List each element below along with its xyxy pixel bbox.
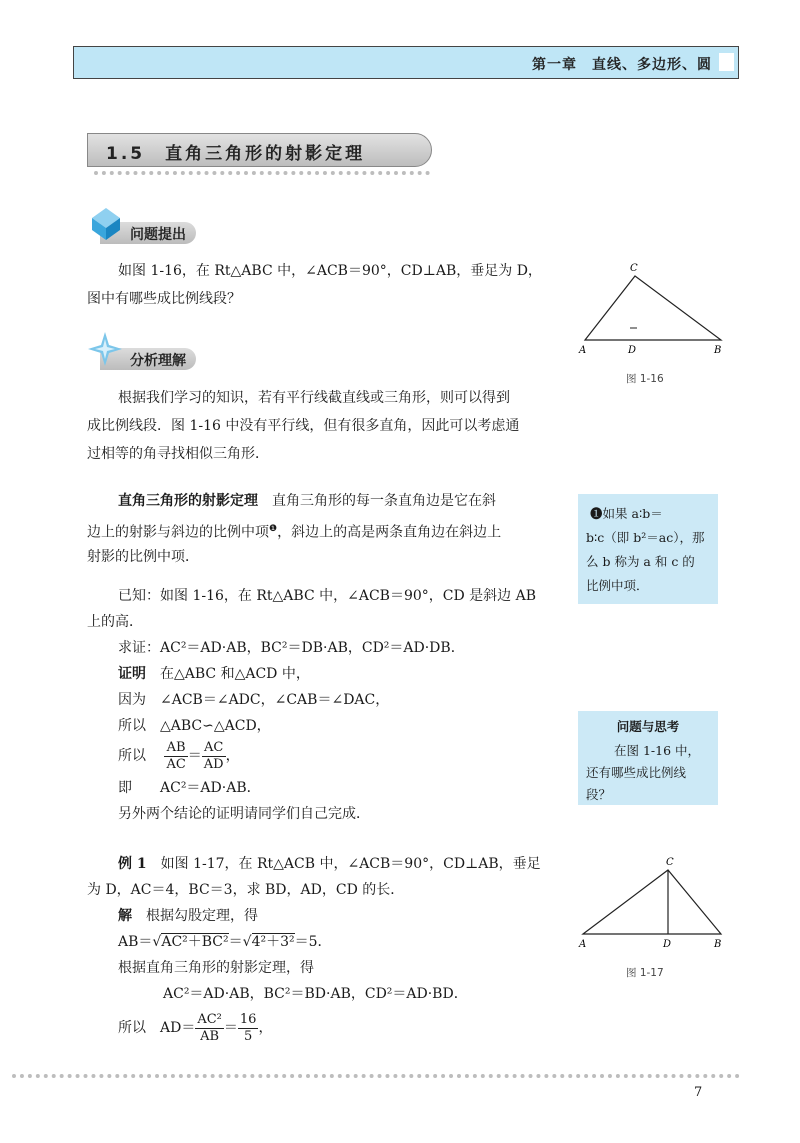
ab-lhs: AB＝ <box>118 934 153 950</box>
fraction-ab-ac <box>164 740 187 773</box>
fraction-denominator: 5 <box>244 1028 253 1044</box>
proof-step-4-label: 所以 <box>118 748 146 764</box>
sidebar-note-line-1 <box>590 502 663 526</box>
solution-line-4 <box>118 1008 272 1048</box>
proof-step-2-text: ∠ACB＝∠ADC，∠CAB＝∠DAC， <box>160 692 390 708</box>
page-number: 7 <box>694 1085 703 1100</box>
section-title: 1.5 直角三角形的射影定理 <box>106 144 366 164</box>
comma: ， <box>258 1020 273 1036</box>
solution-label: 解 <box>118 908 132 924</box>
fraction-denominator: AD <box>203 756 224 772</box>
figure-1-17 <box>575 852 735 952</box>
theorem-text-2a: 边上的射影与斜边的比例中项 <box>87 524 269 541</box>
fraction-numerator: AC <box>202 740 226 757</box>
sidebar-think-title: 问题与思考 <box>616 719 680 734</box>
sidebar-note-line-2: b∶c（即 b²＝ac），那 <box>586 530 705 545</box>
question-line-1: 如图 1-16，在 Rt△ABC 中，∠ACB＝90°，CD⊥AB，垂足为 D， <box>118 263 542 279</box>
fraction-ac-ad <box>202 740 226 773</box>
sidebar-note-marker: ❶ <box>590 506 603 521</box>
ad-lhs: AD＝ <box>160 1020 196 1036</box>
equals-sign: ＝ <box>187 748 202 764</box>
figure-1-16 <box>575 258 735 358</box>
proof-remark: 另外两个结论的证明请同学们自己完成． <box>118 806 370 822</box>
proof-step-2-label: 因为 <box>118 692 146 708</box>
proof-step-1 <box>118 660 310 688</box>
proof-step-2 <box>118 686 389 714</box>
radicand-2: 4²＋3² <box>251 934 295 950</box>
theorem-name: 直角三角形的射影定理 <box>118 493 258 509</box>
analysis-line-3: 过相等的角寻找相似三角形． <box>87 446 269 462</box>
solution-pythagoras: AB＝√AC²＋BC²＝√4²＋3²＝5． <box>118 934 332 950</box>
chapter-header-bar <box>73 46 739 79</box>
sidebar-note-line-4: 比例中项． <box>586 578 649 593</box>
example-text-1: 如图 1-17，在 Rt△ACB 中，∠ACB＝90°，CD⊥AB，垂足 <box>160 856 541 872</box>
proof-step-3-text: △ABC∽△ACD， <box>160 718 271 734</box>
footnote-marker: ❶ <box>269 524 278 534</box>
proof-step-5 <box>118 774 261 802</box>
point-label-b: B <box>714 345 722 356</box>
fraction-numerator: 16 <box>239 1011 257 1027</box>
question-line-2: 图中有哪些成比例线段？ <box>87 291 241 307</box>
analysis-star-icon <box>86 330 124 368</box>
triangle-abc <box>585 276 721 340</box>
question-label: 问题提出 <box>130 227 186 243</box>
point-label-c: C <box>666 857 674 868</box>
point-label-a: A <box>579 345 587 356</box>
proof-step-5-text: AC²＝AD·AB． <box>160 780 261 796</box>
point-label-b: B <box>714 939 722 950</box>
ab-rhs: ＝5． <box>294 934 332 950</box>
prove-line: 求证：AC²＝AD·AB，BC²＝DB·AB，CD²＝AD·DB． <box>118 640 465 656</box>
point-label-c: C <box>630 263 638 274</box>
fraction-denominator: AC <box>166 756 186 772</box>
sidebar-footnote-box <box>578 494 718 604</box>
sidebar-note-text-1: 如果 a∶b＝ <box>602 506 663 521</box>
example-label: 例 1 <box>118 856 147 872</box>
triangle-acb <box>583 870 721 934</box>
figure-1-16-caption: 图 1-16 <box>626 373 664 385</box>
section-dotted-divider <box>94 171 430 175</box>
point-label-d: D <box>663 939 672 950</box>
solution-line-3: AC²＝AD·AB，BC²＝BD·AB，CD²＝AD·BD． <box>163 986 468 1002</box>
footer-dotted-divider <box>12 1074 740 1078</box>
point-label-d: D <box>628 345 637 356</box>
figure-1-17-caption: 图 1-17 <box>626 967 664 979</box>
sidebar-note-line-3: 么 b 称为 a 和 c 的 <box>586 554 695 569</box>
example-line-1 <box>118 850 541 878</box>
solution-text-1: 根据勾股定理，得 <box>146 908 258 924</box>
solution-line-1 <box>118 902 258 930</box>
fraction-ac2-ab <box>195 1012 224 1045</box>
question-cube-icon <box>86 204 124 242</box>
proof-step-3-label: 所以 <box>118 718 146 734</box>
analysis-line-1: 根据我们学习的知识，若有平行线截直线或三角形，则可以得到 <box>118 390 510 406</box>
ab-eq: ＝ <box>228 934 243 950</box>
solution-line-2: 根据直角三角形的射影定理，得 <box>118 960 314 976</box>
proof-step-1-text: 在△ABC 和△ACD 中， <box>160 666 310 682</box>
fraction-denominator: AB <box>200 1028 220 1044</box>
sidebar-think-line-3: 段？ <box>586 787 612 802</box>
sidebar-think-line-1: 在图 1-16 中， <box>614 743 701 758</box>
radicand-1: AC²＋BC² <box>161 934 229 950</box>
comma: ， <box>225 748 240 764</box>
theorem-line-3: 射影的比例中项． <box>87 549 199 565</box>
sidebar-think-line-2: 还有哪些成比例线 <box>586 765 687 780</box>
section-title-banner <box>87 133 432 167</box>
analysis-label: 分析理解 <box>130 353 186 369</box>
proof-step-5-label: 即 <box>118 780 132 796</box>
theorem-line-1 <box>118 487 496 515</box>
theorem-text-2b: ，斜边上的高是两条直角边在斜边上 <box>277 524 502 541</box>
example-line-2: 为 D，AC＝4，BC＝3，求 BD，AD，CD 的长． <box>87 882 405 898</box>
fraction-numerator: AC² <box>197 1011 222 1027</box>
fraction-numerator: AB <box>164 740 187 757</box>
given-line-2: 上的高． <box>87 614 143 630</box>
chapter-title: 第一章 直线、多边形、圆 <box>532 57 712 73</box>
proof-step-4 <box>118 736 240 776</box>
fraction-16-5 <box>238 1012 259 1045</box>
solution-4-label: 所以 <box>118 1020 146 1036</box>
sidebar-think-box <box>578 711 718 805</box>
theorem-text-1: 直角三角形的每一条直角边是它在斜 <box>272 493 496 509</box>
analysis-line-2: 成比例线段．图 1-16 中没有平行线，但有很多直角，因此可以考虑通 <box>87 418 520 434</box>
point-label-a: A <box>579 939 587 950</box>
theorem-line-2 <box>87 515 501 547</box>
equals-sign: ＝ <box>223 1020 238 1036</box>
given-line-1: 已知：如图 1-16，在 Rt△ABC 中，∠ACB＝90°，CD 是斜边 AB <box>118 588 536 604</box>
header-corner-box <box>719 53 734 71</box>
proof-step-1-label: 证明 <box>118 666 146 682</box>
